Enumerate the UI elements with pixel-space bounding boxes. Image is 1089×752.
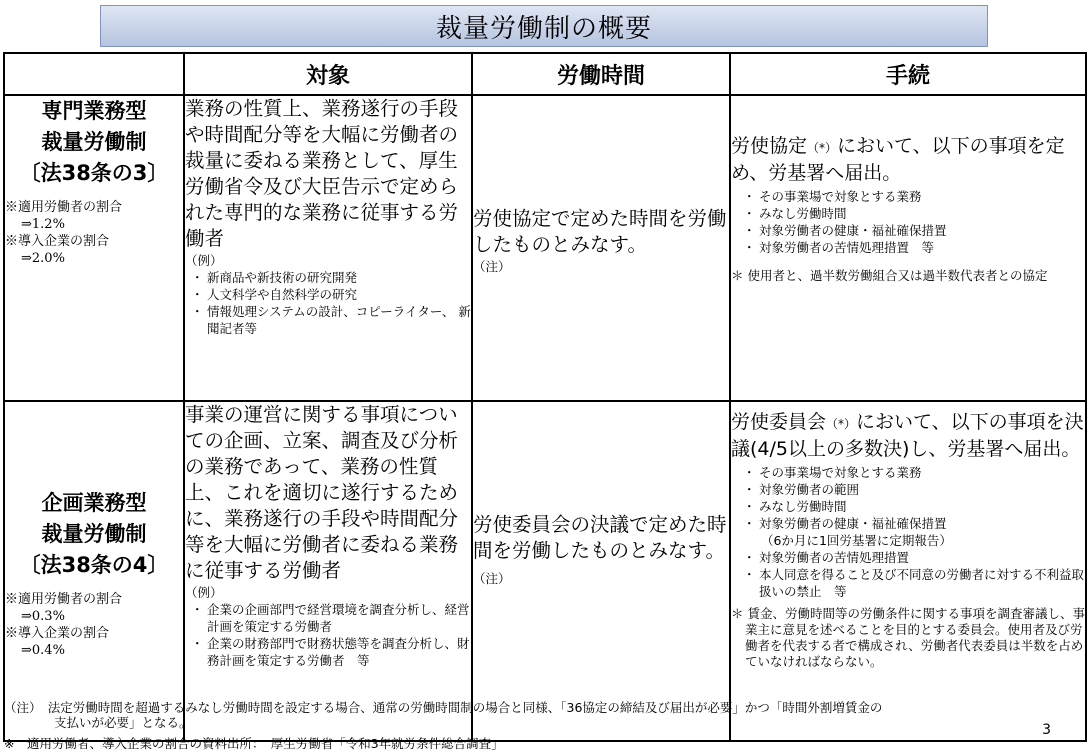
list-item: ・ みなし労働時間 xyxy=(731,498,1085,515)
row-stats: ※適用労働者の割合 ⇒1.2% ※導入企業の割合 ⇒2.0% xyxy=(5,200,123,266)
list-item: ・ その事業場で対象とする業務 xyxy=(731,188,1085,205)
footer-note-1: （注） 法定労働時間を超過するみなし労働時間を設定する場合、通常の労働時間制の場合と同様、「36協定の締結及び届出が必要」かつ「時間外割増賃金の xyxy=(4,700,883,715)
list-item: ・ 対象労働者の健康・福祉確保措置 xyxy=(731,222,1085,239)
header-procedure: 手続 xyxy=(730,53,1086,95)
footer-note-1-cont: 支払いが必要」となる。 xyxy=(54,715,192,730)
target-text: 業務の性質上、業務遂行の手段や時間配分等を大幅に労働者の裁量に委ねる業務として、厚生労働省令及び大臣告示で定められた専門的な業務に従事する労働者 xyxy=(185,97,459,250)
row-name: 専門業務型 裁量労働制 〔法38条の3〕 xyxy=(19,99,169,185)
header-blank xyxy=(4,53,184,95)
row-specialized xyxy=(4,95,1086,401)
list-item: ・ 本人同意を得ること及び不同意の労働者に対する不利益取扱いの禁止 等 xyxy=(731,566,1085,600)
example-label: （例） xyxy=(185,253,223,268)
procedure-cell xyxy=(730,95,1086,401)
example-label: （例） xyxy=(185,585,223,600)
procedure-lead: 労使協定（*）において、以下の事項を定め、労基署へ届出。 xyxy=(731,135,1065,184)
hours-note: （注） xyxy=(473,258,511,274)
list-item: ・ 企業の財務部門で財務状態等を調査分析し、財務計画を策定する労働者 等 xyxy=(185,635,471,669)
list-item: ・ 対象労働者の苦情処理措置 xyxy=(731,549,1085,566)
overview-table xyxy=(3,52,1087,742)
procedure-note: ＊ 使用者と、過半数労働組合又は過半数代表者との協定 xyxy=(731,268,1048,283)
list-item: ・ 企業の企画部門で経営環境を調査分析し、経営計画を策定する労働者 xyxy=(185,601,471,635)
list-item: ・ みなし労働時間 xyxy=(731,205,1085,222)
list-item: ・ 対象労働者の健康・福祉確保措置 xyxy=(731,515,1085,532)
row-name: 企画業務型 裁量労働制 〔法38条の4〕 xyxy=(19,491,169,577)
hours-text: 労使協定で定めた時間を労働したものとみなす。 xyxy=(473,206,727,256)
row-head xyxy=(4,401,184,741)
list-item: ・ 情報処理システムの設計、コピーライター、 新聞記者等 xyxy=(185,303,471,337)
target-cell xyxy=(184,95,472,401)
list-item: ・ 新商品や新技術の研究開発 xyxy=(185,269,471,286)
procedure-list xyxy=(731,464,1085,600)
list-item: ・ 対象労働者の苦情処理措置 等 xyxy=(731,239,1085,256)
page-number: 3 xyxy=(1042,722,1051,738)
list-item: ・ その事業場で対象とする業務 xyxy=(731,464,1085,481)
row-planning xyxy=(4,401,1086,741)
header-target: 対象 xyxy=(184,53,472,95)
example-list xyxy=(185,269,471,337)
target-cell xyxy=(184,401,472,741)
procedure-list xyxy=(731,188,1085,256)
hours-cell xyxy=(472,95,730,401)
row-stats: ※適用労働者の割合 ⇒0.3% ※導入企業の割合 ⇒0.4% xyxy=(5,592,123,658)
hours-note: （注） xyxy=(473,571,511,586)
procedure-lead: 労使委員会（*）において、以下の事項を決議(4/5以上の多数決)し、労基署へ届出。 xyxy=(731,411,1084,460)
row-head xyxy=(4,95,184,401)
hours-text: 労使委員会の決議で定めた時間を労働したものとみなす。（注） xyxy=(473,513,727,586)
procedure-note: ＊ 賃金、労働時間等の労働条件に関する事項を調査審議し、事業主に意見を述べることを目的とする委員会。使用者及び労働者を代表する者で構成され、労働者代表委員は半数を占めていなければならない。 xyxy=(731,606,1085,669)
list-item: ・ 人文科学や自然科学の研究 xyxy=(185,286,471,303)
target-text: 事業の運営に関する事項についての企画、立案、調査及び分析の業務であって、業務の性質上、これを適切に遂行するために、業務遂行の手段や時間配分等を大幅に労働者に委ねる業務に従事する労働者 xyxy=(185,403,459,582)
hours-cell xyxy=(472,401,730,741)
footer-notes xyxy=(4,700,1004,751)
list-item: ・ 対象労働者の範囲 xyxy=(731,481,1085,498)
example-list xyxy=(185,601,471,669)
header-hours: 労働時間 xyxy=(472,53,730,95)
footer-note-2: ※ 適用労働者、導入企業の割合の資料出所： 厚生労働省「令和3年就労条件総合調査」 xyxy=(4,736,504,751)
procedure-cell xyxy=(730,401,1086,741)
page-title: 裁量労働制の概要 xyxy=(100,5,988,47)
list-item: （6か月に1回労基署に定期報告） xyxy=(761,533,952,548)
